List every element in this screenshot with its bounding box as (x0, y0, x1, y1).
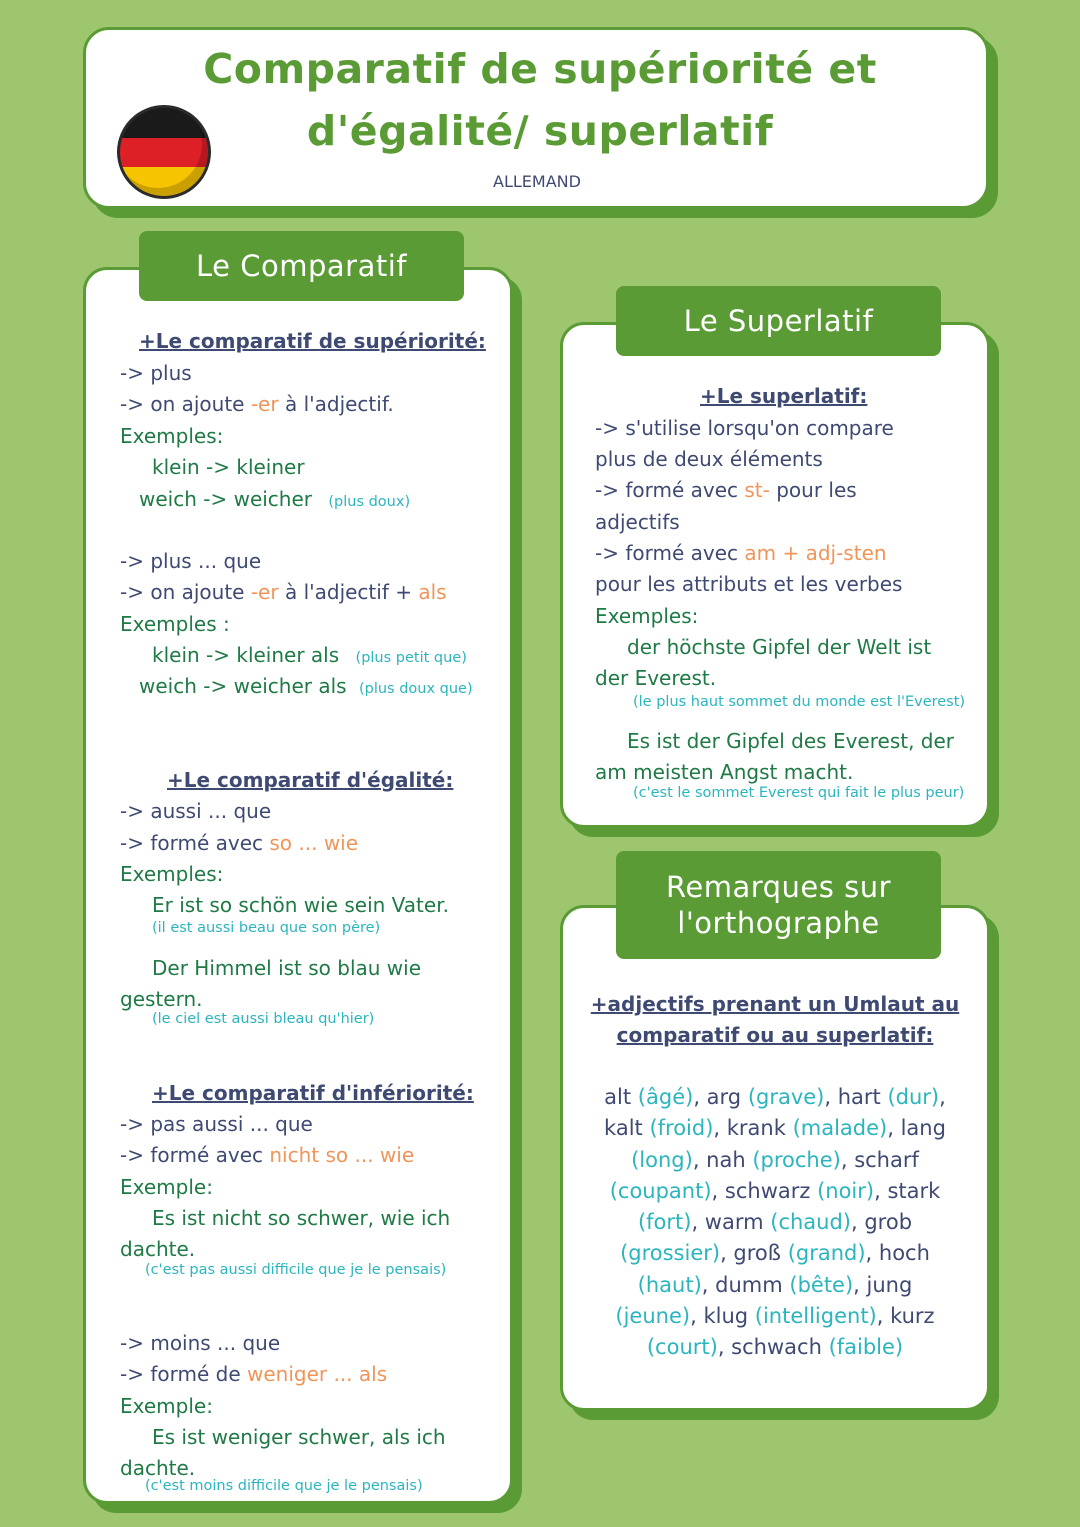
text: -> formé de (120, 1362, 247, 1386)
superlatif-example-2b: am meisten Angst macht. (595, 760, 854, 784)
egalite-example-2: Der Himmel ist so blau wie (152, 956, 422, 980)
adjective-word: alt (604, 1085, 638, 1109)
inferiorite-note-2: (c'est moins difficile que je le pensais) (145, 1478, 423, 1494)
inferiorite-line-6: -> moins ... que (120, 1331, 281, 1355)
inferiorite-line-1: -> pas aussi ... que (120, 1112, 313, 1136)
adjective-word: , nah (692, 1147, 753, 1172)
superlatif-title: Le Superlatif (616, 286, 941, 356)
adjective-word: , (939, 1085, 946, 1109)
adjective-translation: (proche) (752, 1147, 841, 1172)
egalite-line-2 (120, 830, 358, 856)
adjective-word: , scharf (840, 1147, 919, 1172)
superlatif-note-1: (le plus haut sommet du monde est l'Everest) (633, 694, 966, 710)
st-prefix: st- (744, 478, 770, 502)
umlaut-list-line (575, 1207, 975, 1238)
egalite-line-1: -> aussi ... que (120, 799, 272, 823)
remarques-heading-line1: +adjectifs prenant un Umlaut au (590, 992, 960, 1016)
adjective-translation: (haut) (637, 1272, 702, 1297)
als-word: als (418, 580, 447, 604)
inferiorite-line-8: Exemple: (120, 1394, 213, 1418)
adjective-word: , hoch (865, 1241, 930, 1266)
adjective-word: kalt (604, 1116, 650, 1141)
nicht-so-wie: nicht so ... wie (269, 1143, 415, 1167)
text: klein -> kleiner als (152, 643, 340, 667)
inferiorite-line-7 (120, 1361, 387, 1387)
superlatif-line-4: adjectifs (595, 510, 680, 534)
adjective-word: , klug (690, 1304, 755, 1329)
superiorite-example-1: klein -> kleiner (152, 455, 305, 479)
superlatif-line-5 (595, 540, 887, 566)
page-title-line2: d'égalité/ superlatif (306, 107, 774, 155)
umlaut-adjective-list (575, 1082, 975, 1364)
adjective-word: , schwarz (711, 1178, 818, 1203)
adjective-word: , hart (824, 1085, 888, 1109)
adjective-translation: (fort) (637, 1210, 692, 1235)
page-title-line1: Comparatif de supériorité et (203, 45, 877, 93)
umlaut-list-line (575, 1082, 975, 1113)
am-sten: am + adj-sten (744, 541, 887, 565)
adjective-word: , grob (851, 1210, 913, 1235)
suffix-er: -er (250, 392, 279, 416)
adjective-translation: (froid) (649, 1116, 714, 1141)
adjective-word: , jung (853, 1272, 913, 1297)
text: -> on ajoute (120, 580, 251, 604)
adjective-translation: (âgé) (637, 1085, 694, 1109)
superlatif-example-2: Es ist der Gipfel des Everest, der (627, 729, 955, 753)
comparatif-title: Le Comparatif (139, 231, 464, 301)
translation-note: (plus petit que) (355, 650, 467, 666)
adjective-word: , groß (720, 1241, 788, 1266)
adjective-word: , dumm (701, 1272, 790, 1297)
superiorite-line-1: -> plus (120, 361, 192, 385)
inferiorite-example-1: Es ist nicht so schwer, wie ich (152, 1206, 451, 1230)
remarques-title-line2: l'orthographe (677, 906, 880, 940)
text: -> on ajoute (120, 392, 251, 416)
so-wie: so ... wie (269, 831, 359, 855)
superiorite-line-3: Exemples: (120, 424, 224, 448)
egalite-line-3: Exemples: (120, 862, 224, 886)
adjective-translation: (grand) (787, 1241, 866, 1266)
adjective-translation: (grossier) (620, 1241, 721, 1266)
adjective-translation: (malade) (792, 1116, 888, 1141)
superlatif-line-1: -> s'utilise lorsqu'on compare (595, 416, 894, 440)
suffix-er: -er (250, 580, 279, 604)
remarques-heading-line2: comparatif ou au superlatif: (616, 1023, 934, 1047)
superlatif-line-3 (595, 477, 857, 503)
adjective-translation: (court) (646, 1335, 718, 1360)
superiorite-heading: +Le comparatif de supériorité: (139, 329, 486, 353)
umlaut-list-line (575, 1270, 975, 1301)
text: pour les (769, 478, 857, 502)
superiorite-example-3 (152, 642, 467, 671)
adjective-translation: (noir) (817, 1178, 875, 1203)
superiorite-line-6: -> plus ... que (120, 549, 262, 573)
adjective-translation: (grave) (747, 1085, 825, 1109)
umlaut-list-line (575, 1145, 975, 1176)
adjective-translation: (coupant) (609, 1178, 712, 1203)
superiorite-example-4 (139, 673, 473, 702)
adjective-translation: (bête) (789, 1272, 854, 1297)
adjective-translation: (faible) (828, 1335, 904, 1360)
superiorite-example-2 (139, 486, 410, 515)
egalite-example-1: Er ist so schön wie sein Vater. (152, 893, 449, 917)
adjective-word: , schwach (717, 1335, 829, 1360)
superlatif-note-2: (c'est le sommet Everest qui fait le plus peur) (633, 785, 965, 801)
umlaut-list-line (575, 1113, 975, 1144)
umlaut-list-line (575, 1238, 975, 1269)
superiorite-line-8: Exemples : (120, 612, 230, 636)
superlatif-line-6: pour les attributs et les verbes (595, 572, 903, 596)
superlatif-line-2: plus de deux éléments (595, 447, 823, 471)
inferiorite-example-2: Es ist weniger schwer, als ich (152, 1425, 446, 1449)
adjective-translation: (chaud) (770, 1210, 851, 1235)
superlatif-example-1b: der Everest. (595, 666, 717, 690)
text: weich -> weicher (139, 487, 312, 511)
superlatif-example-1: der höchste Gipfel der Welt ist (627, 635, 932, 659)
adjective-word: , arg (693, 1085, 748, 1109)
superiorite-line-7 (120, 579, 447, 605)
text: -> formé avec (595, 541, 745, 565)
superlatif-heading: +Le superlatif: (700, 384, 868, 408)
inferiorite-example-1b: dachte. (120, 1237, 196, 1261)
text: -> formé avec (595, 478, 745, 502)
adjective-word: , lang (887, 1116, 946, 1141)
inferiorite-line-2 (120, 1142, 414, 1168)
weniger-als: weniger ... als (246, 1362, 388, 1386)
egalite-heading: +Le comparatif d'égalité: (167, 768, 454, 792)
inferiorite-line-3: Exemple: (120, 1175, 213, 1199)
adjective-translation: (jeune) (615, 1304, 691, 1329)
text: à l'adjectif. (278, 392, 394, 416)
text: -> formé avec (120, 831, 270, 855)
egalite-example-2b: gestern. (120, 987, 203, 1011)
translation-note: (plus doux que) (358, 681, 473, 697)
adjective-translation: (long) (631, 1147, 693, 1172)
egalite-note-1: (il est aussi beau que son père) (152, 920, 381, 936)
adjective-word: , warm (691, 1210, 771, 1235)
inferiorite-example-2b: dachte. (120, 1456, 196, 1480)
superiorite-line-2 (120, 391, 394, 417)
text: à l'adjectif + (278, 580, 419, 604)
text: weich -> weicher als (139, 674, 347, 698)
adjective-word: , krank (713, 1116, 793, 1141)
umlaut-list-line (575, 1176, 975, 1207)
adjective-word: , stark (874, 1178, 941, 1203)
translation-note: (plus doux) (328, 494, 411, 510)
adjective-word: , kurz (876, 1304, 935, 1329)
remarques-title-line1: Remarques sur (666, 870, 891, 904)
subject-label: ALLEMAND (493, 172, 581, 191)
text: -> formé avec (120, 1143, 270, 1167)
umlaut-list-line (575, 1332, 975, 1363)
superlatif-line-7: Exemples: (595, 604, 699, 628)
umlaut-list-line (575, 1301, 975, 1332)
adjective-translation: (intelligent) (754, 1304, 877, 1329)
adjective-translation: (dur) (887, 1085, 940, 1109)
remarques-title (616, 851, 941, 959)
egalite-note-2: (le ciel est aussi bleau qu'hier) (152, 1011, 375, 1027)
inferiorite-note-1: (c'est pas aussi difficile que je le pensais) (145, 1262, 447, 1278)
inferiorite-heading: +Le comparatif d'infériorité: (152, 1081, 474, 1105)
